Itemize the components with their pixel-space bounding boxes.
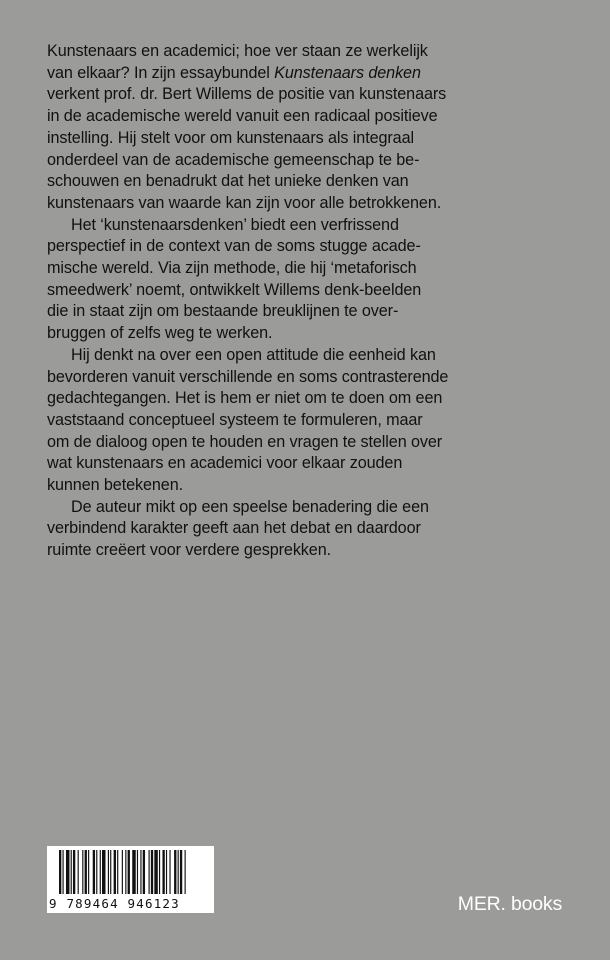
text-line: perspectief in de context van de soms stugge acade-: [47, 237, 421, 256]
barcode-bar: [71, 850, 72, 894]
barcode-bar: [108, 850, 109, 894]
barcode-bar: [151, 850, 153, 894]
blurb-paragraph-2: [47, 215, 567, 345]
barcode-bar: [110, 850, 111, 894]
text-line: instelling. Hij stelt voor om kunstenaars als integraal: [47, 128, 414, 147]
text-line: kunnen betekenen.: [47, 476, 184, 495]
text-line: wat kunstenaars en academici voor elkaar zouden: [47, 454, 403, 473]
blurb-paragraph-1: [47, 41, 567, 215]
blurb-paragraph-4: [47, 497, 567, 562]
isbn-barcode: [47, 846, 214, 913]
text-line: smeedwerk’ noemt, ontwikkelt Willems denk-beelden: [47, 280, 422, 299]
barcode-bar: [128, 850, 130, 894]
barcode-bar: [122, 850, 123, 894]
text-line: verkent prof. dr. Bert Willems de positie van kunstenaars: [47, 85, 447, 104]
barcode-bar: [166, 850, 167, 894]
blurb-text: [47, 41, 567, 562]
barcode-bar: [88, 850, 89, 894]
barcode-bar: [143, 850, 145, 894]
barcode-bar: [100, 850, 101, 894]
barcode-bar: [140, 850, 141, 894]
publisher-logo: MER. books: [457, 893, 562, 915]
barcode-bar: [62, 850, 63, 894]
text-line: om de dialoog open te houden en vragen te stellen over: [47, 432, 443, 451]
text-line: [47, 63, 567, 85]
text-line: onderdeel van de academische gemeenschap te be-: [47, 150, 420, 169]
barcode-bar: [162, 850, 164, 894]
barcode-bar: [125, 850, 126, 894]
barcode-bar: [185, 850, 186, 894]
barcode-bar: [66, 850, 69, 894]
text-line: ruimte creëert voor verdere gesprekken.: [47, 541, 332, 560]
text-line: Kunstenaars en academici; hoe ver staan ze werkelijk: [47, 42, 428, 60]
barcode-bar: [59, 850, 61, 894]
barcode-bar: [85, 850, 87, 894]
text-line: gedachtegangen. Het is hem er niet om te doen om een: [47, 389, 443, 408]
blurb-paragraph-3: [47, 345, 567, 497]
text-line: vaststaand conceptueel systeem te formuleren, maar: [47, 410, 423, 429]
text-line: verbindend karakter geeft aan het debat en daardoor: [47, 519, 421, 538]
barcode-bar: [102, 850, 105, 894]
barcode-bar: [169, 850, 170, 894]
barcode-bar: [159, 850, 160, 894]
barcode-bar: [178, 850, 179, 894]
barcode-bar: [180, 850, 182, 894]
barcode-bar: [174, 850, 176, 894]
barcode-bar: [149, 850, 150, 894]
text-segment: van elkaar? In zijn essaybundel: [47, 63, 275, 82]
text-line: Hij denkt na over een open attitude die eenheid kan: [71, 345, 436, 364]
barcode-bar: [78, 850, 79, 894]
book-title: Kunstenaars denken: [274, 63, 421, 82]
barcode-bar: [154, 850, 157, 894]
barcode-bar: [117, 850, 118, 894]
text-line: schouwen en benadrukt dat het unieke denken van: [47, 172, 409, 191]
text-line: Het ‘kunstenaarsdenken’ biedt een verfrissend: [71, 215, 399, 234]
barcode-bars-icon: [47, 846, 214, 896]
barcode-bar: [114, 850, 116, 894]
text-line: mische wereld. Via zijn methode, die hij ‘metaforisch: [47, 259, 417, 278]
text-line: die in staat zijn om bestaande breuklijnen te over-: [47, 302, 399, 321]
barcode-bar: [137, 850, 138, 894]
barcode-bar: [73, 850, 75, 894]
text-line: in de academische wereld vanuit een radicaal positieve: [47, 107, 438, 126]
text-line: De auteur mikt op een speelse benadering die een: [71, 497, 429, 516]
isbn-number: 9 789464 946123: [49, 896, 180, 911]
text-line: bevorderen vanuit verschillende en soms contrasterende: [47, 367, 449, 386]
barcode-bar: [93, 850, 95, 894]
text-line: kunstenaars van waarde kan zijn voor alle betrokkenen.: [47, 193, 442, 212]
barcode-bar: [82, 850, 83, 894]
text-line: bruggen of zelfs weg te werken.: [47, 324, 273, 343]
barcode-bar: [96, 850, 97, 894]
barcode-bar: [132, 850, 135, 894]
